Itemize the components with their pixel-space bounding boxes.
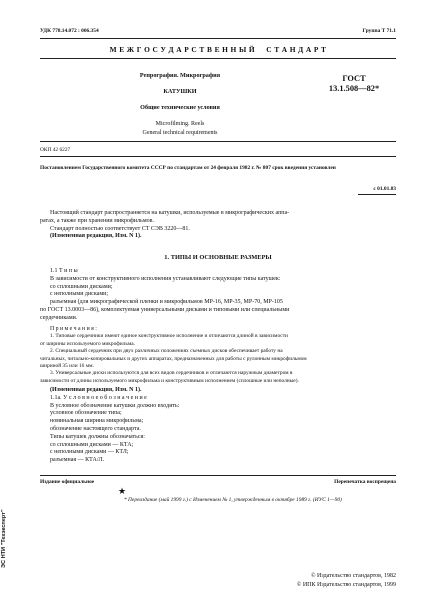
types-line: с неполными дисками; bbox=[50, 291, 109, 298]
date-underline bbox=[358, 194, 396, 195]
intro-line: ратах, а также при хранении микрофильмов. bbox=[40, 217, 155, 224]
okp-rule bbox=[40, 156, 396, 157]
note-line: 1. Типовые сердечники имеют единое конструктивное исполнение и отличаются длиной в зависимости bbox=[50, 333, 288, 340]
designation-heading: 1.1а. У с л о в н о е о б о з н а ч е н и е bbox=[50, 394, 147, 401]
designation-line: со сплошными дисками — КТА; bbox=[50, 441, 134, 448]
note-line: шириной 35 или 16 мм. bbox=[40, 363, 94, 370]
s11a-amendment: (Измененная редакция, Изм. N 1). bbox=[50, 387, 142, 393]
designation-line: В условное обозначение катушки должно входить: bbox=[50, 402, 180, 409]
title-rule bbox=[40, 141, 396, 142]
designation-line: разъемная — КТА/Л. bbox=[50, 457, 105, 464]
star-mark: ★ bbox=[118, 486, 127, 496]
header-rule-top bbox=[40, 38, 396, 39]
types-heading: 1.1 Т и п ы bbox=[50, 268, 78, 274]
intro-line: Стандарт полностью соответствует СТ СЭВ 3220—81. bbox=[50, 225, 190, 232]
gost-label: ГОСТ bbox=[342, 74, 366, 83]
designation-line: условное обозначение типа; bbox=[50, 410, 122, 417]
effective-date: с 01.01.83 bbox=[373, 186, 396, 192]
types-line: разъемная (для микрографической пленки и микрофильмов МР-16, МР-35, МР-70, МР-105 bbox=[50, 299, 283, 306]
intro-block bbox=[40, 210, 396, 241]
footer-row bbox=[40, 479, 396, 486]
standard-banner: М Е Ж Г О С У Д А Р С Т В Е Н Н Ы Й С Т А Н Д А Р Т bbox=[109, 45, 327, 54]
okp-code: ОКП 42 6227 bbox=[40, 147, 71, 153]
reissue-note: * Переиздание (май 1999 г.) с Изменением № 1, утвержденным в октябре 1989 г. (ИУС 1—90) bbox=[124, 497, 342, 503]
official-edition: Издание официальное bbox=[40, 479, 95, 485]
designation-line: обозначение настоящего стандарта. bbox=[50, 425, 141, 432]
decree-text: Постановлением Государственного комитета СССР по стандартам от 24 февраля 1982 г. № 807 срок введения установлен bbox=[40, 165, 336, 171]
copyright-1982: © Издательство стандартов, 1982 bbox=[310, 573, 396, 579]
header-rule-bottom bbox=[40, 58, 396, 59]
udk-code: УДК 778.14.072 : 006.354 bbox=[40, 28, 99, 34]
designation-line: Типы катушек должны обозначаться: bbox=[50, 433, 145, 440]
title-line-3: Общие технические условия bbox=[140, 104, 220, 111]
gost-number: 13.1.508—82* bbox=[328, 84, 380, 93]
designation-line: с неполными дисками — КТЛ; bbox=[50, 449, 129, 456]
title-en-1: Microfilming. Reels bbox=[155, 121, 205, 127]
types-line: В зависимости от конструктивного исполнения устанавливают следующие типы катушек: bbox=[50, 275, 281, 282]
intro-line: Настоящий стандарт распространяется на катушки, используемые в микрографических аппа- bbox=[50, 210, 290, 216]
note-line: 3. Универсальные диски используются для всех видов сердечников и отличаются наружным диаметром в bbox=[50, 370, 293, 377]
footer-rule bbox=[40, 475, 396, 476]
types-line: сердечниками. bbox=[40, 314, 78, 321]
group-code: Группа Т 71.1 bbox=[362, 28, 396, 34]
section-1-1 bbox=[40, 268, 396, 323]
intro-amendment: (Измененная редакция, Изм. N 1). bbox=[50, 233, 142, 240]
notes-heading: П р и м е ч а н и я : bbox=[50, 326, 97, 332]
title-line-1: Репрография. Микрография bbox=[139, 72, 221, 79]
note-line: 2. Специальный сердечник при двух различных положениях съемных дисков обеспечивает работу на bbox=[50, 348, 283, 355]
note-line: зависимости от длины используемого микрофильма и конструктивным исполнением (сплошные или неполные). bbox=[40, 377, 299, 384]
types-line: со сплошными дисками; bbox=[50, 283, 113, 290]
side-stamp: ЭС НТИ "Техэксперт" bbox=[1, 509, 7, 568]
reprint-prohibited: Перепечатка воспрещена bbox=[334, 479, 396, 485]
title-line-2: КАТУШКИ bbox=[163, 88, 197, 95]
types-line: по ГОСТ 13.0003—86), комплектуемая универсальными дисками и типовыми или специальными bbox=[40, 306, 290, 313]
copyright-1999: © ИПК Издательство стандартов, 1999 bbox=[296, 582, 396, 588]
designation-line: номинальная ширина микрофильма; bbox=[50, 418, 144, 425]
title-en-2: General technical requirements bbox=[142, 130, 218, 136]
header-row bbox=[40, 28, 396, 35]
section-title: 1. ТИПЫ И ОСНОВНЫЕ РАЗМЕРЫ bbox=[164, 254, 272, 261]
section-1-1a bbox=[40, 387, 396, 465]
note-line: читальных, читально-копировальных и других аппаратах, предназначенных для работы с рулонным микрофильмом bbox=[40, 355, 307, 362]
note-line: от ширины используемого микрофильма. bbox=[40, 340, 135, 347]
notes-block bbox=[40, 326, 396, 385]
